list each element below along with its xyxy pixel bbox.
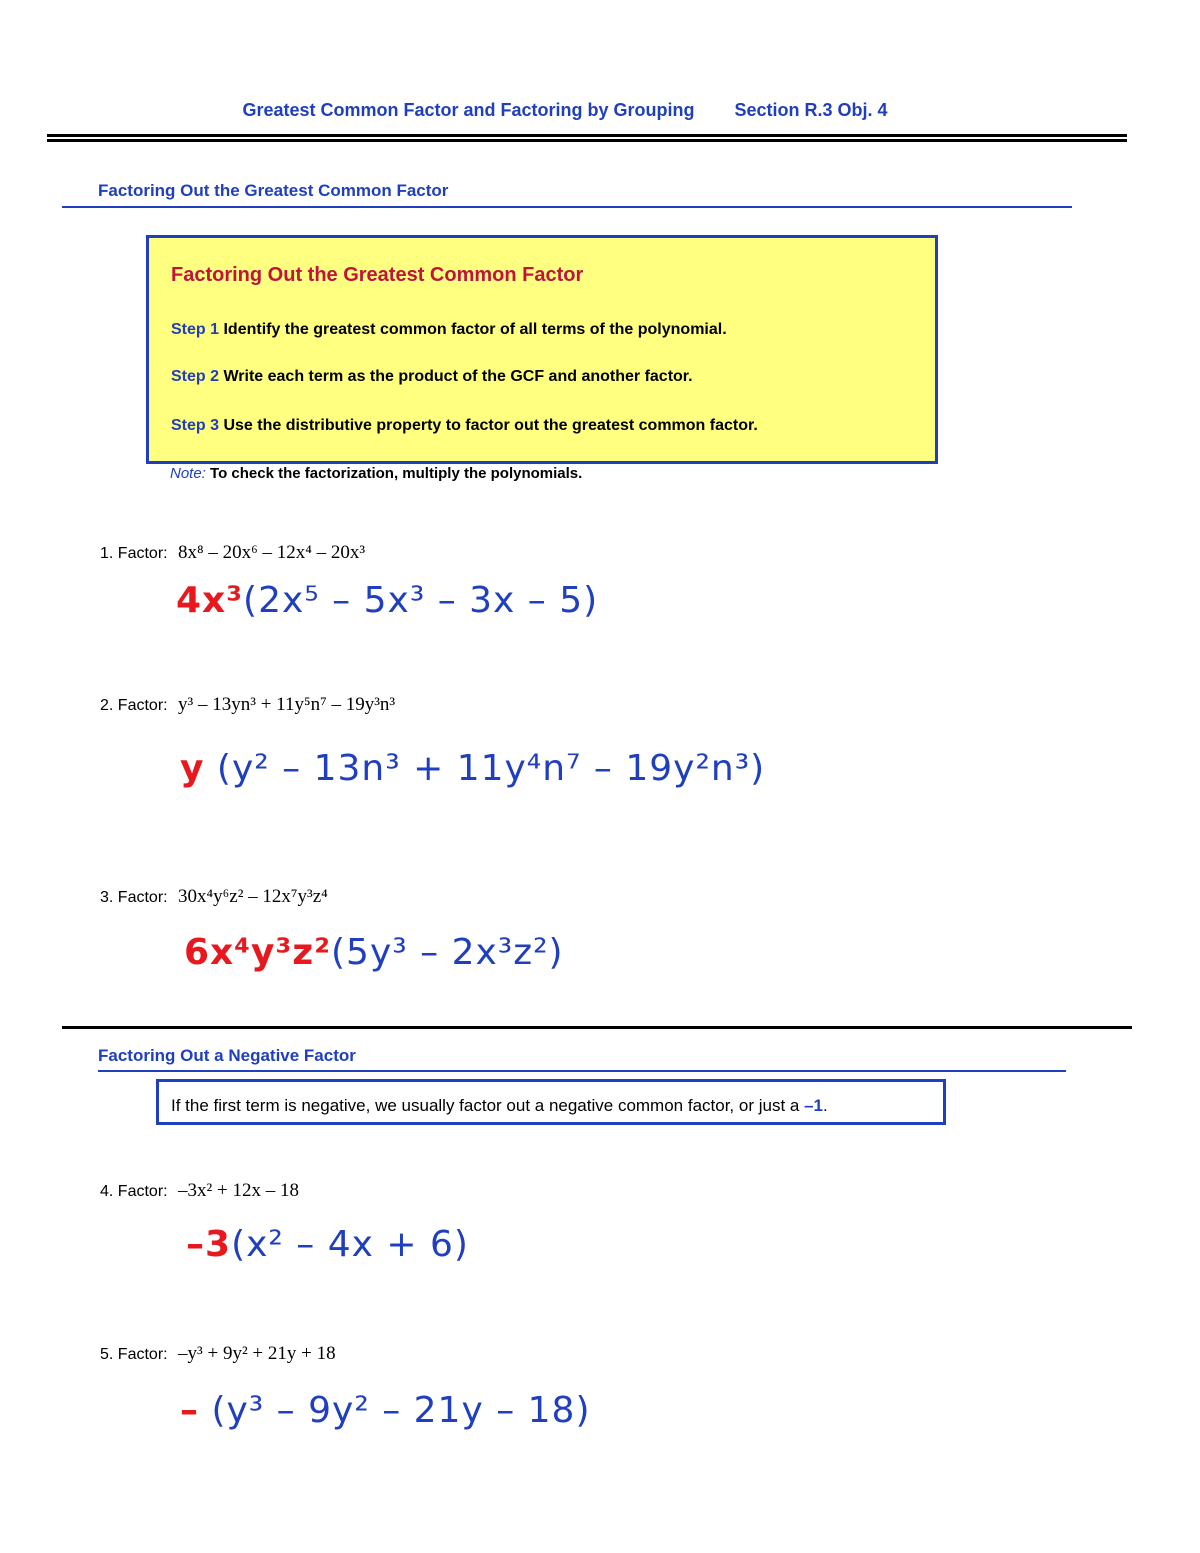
document-title: Greatest Common Factor and Factoring by Grouping — [242, 100, 695, 120]
problem-number: 1. — [100, 545, 114, 562]
problem-3 — [100, 886, 328, 908]
problem-number: 5. — [100, 1346, 114, 1363]
answer-gcf: – — [180, 1390, 199, 1431]
problem-number: 2. — [100, 697, 114, 714]
answer-remainder: (x² – 4x + 6) — [231, 1224, 469, 1265]
problem-expression: –3x² + 12x – 18 — [178, 1180, 299, 1201]
answer-remainder: (y² – 13n³ + 11y⁴n⁷ – 19y²n³) — [216, 748, 766, 789]
answer-5 — [180, 1390, 591, 1431]
answer-4 — [186, 1224, 469, 1265]
problem-expression: y³ – 13yn³ + 11y⁵n⁷ – 19y³n³ — [178, 694, 396, 715]
section1-title: Factoring Out the Greatest Common Factor — [98, 181, 449, 200]
problem-2 — [100, 694, 395, 716]
answer-remainder: (y³ – 9y² – 21y – 18) — [211, 1390, 591, 1431]
step-text: Use the distributive property to factor out the greatest common factor. — [223, 417, 758, 434]
page-header — [0, 100, 1130, 121]
answer-gcf: 4x³ — [176, 580, 244, 621]
note-text: To check the factorization, multiply the polynomials. — [210, 465, 583, 482]
step-3 — [171, 417, 758, 435]
step-1 — [171, 321, 727, 339]
rule-text: If the first term is negative, we usually factor out a negative common factor, or just a — [171, 1096, 800, 1115]
note-label: Note: — [170, 465, 206, 482]
problem-5 — [100, 1343, 336, 1365]
answer-remainder: (5y³ – 2x³z²) — [331, 932, 564, 973]
step-label: Step 2 — [171, 368, 220, 385]
note — [170, 465, 582, 482]
rule-end: . — [823, 1096, 828, 1115]
section-reference: Section R.3 Obj. 4 — [734, 100, 888, 120]
answer-1 — [176, 580, 598, 621]
problem-number: 4. — [100, 1183, 114, 1200]
section1-underline — [62, 206, 1072, 208]
problem-expression: 8x⁸ – 20x⁶ – 12x⁴ – 20x³ — [178, 542, 366, 563]
step-label: Step 3 — [171, 417, 220, 434]
negative-one: –1 — [804, 1096, 824, 1115]
answer-2 — [180, 748, 765, 789]
answer-3 — [184, 932, 564, 973]
step-2 — [171, 368, 693, 386]
answer-gcf: 6x⁴y³z² — [184, 932, 331, 973]
problem-prompt: Factor: — [117, 697, 168, 714]
problem-prompt: Factor: — [117, 1346, 168, 1363]
step-text: Write each term as the product of the GCF and another factor. — [223, 368, 693, 385]
step-label: Step 1 — [171, 321, 220, 338]
problem-number: 3. — [100, 889, 114, 906]
header-divider — [47, 134, 1127, 142]
section-divider — [62, 1026, 1132, 1029]
answer-remainder: (2x⁵ – 5x³ – 3x – 5) — [243, 580, 599, 621]
problem-expression: 30x⁴y⁶z² – 12x⁷y³z⁴ — [178, 886, 328, 907]
problem-expression: –y³ + 9y² + 21y + 18 — [178, 1343, 336, 1364]
step-text: Identify the greatest common factor of all terms of the polynomial. — [223, 321, 727, 338]
problem-prompt: Factor: — [117, 545, 168, 562]
problem-1 — [100, 542, 365, 564]
negative-factor-rule-box — [156, 1079, 946, 1125]
problem-4 — [100, 1180, 299, 1202]
problem-prompt: Factor: — [117, 889, 168, 906]
section2-title: Factoring Out a Negative Factor — [98, 1046, 356, 1065]
answer-gcf: –3 — [186, 1224, 232, 1265]
section2-underline — [98, 1070, 1066, 1072]
answer-gcf: y — [180, 748, 205, 789]
problem-prompt: Factor: — [117, 1183, 168, 1200]
procedure-title: Factoring Out the Greatest Common Factor — [171, 264, 584, 286]
procedure-box — [146, 235, 938, 464]
